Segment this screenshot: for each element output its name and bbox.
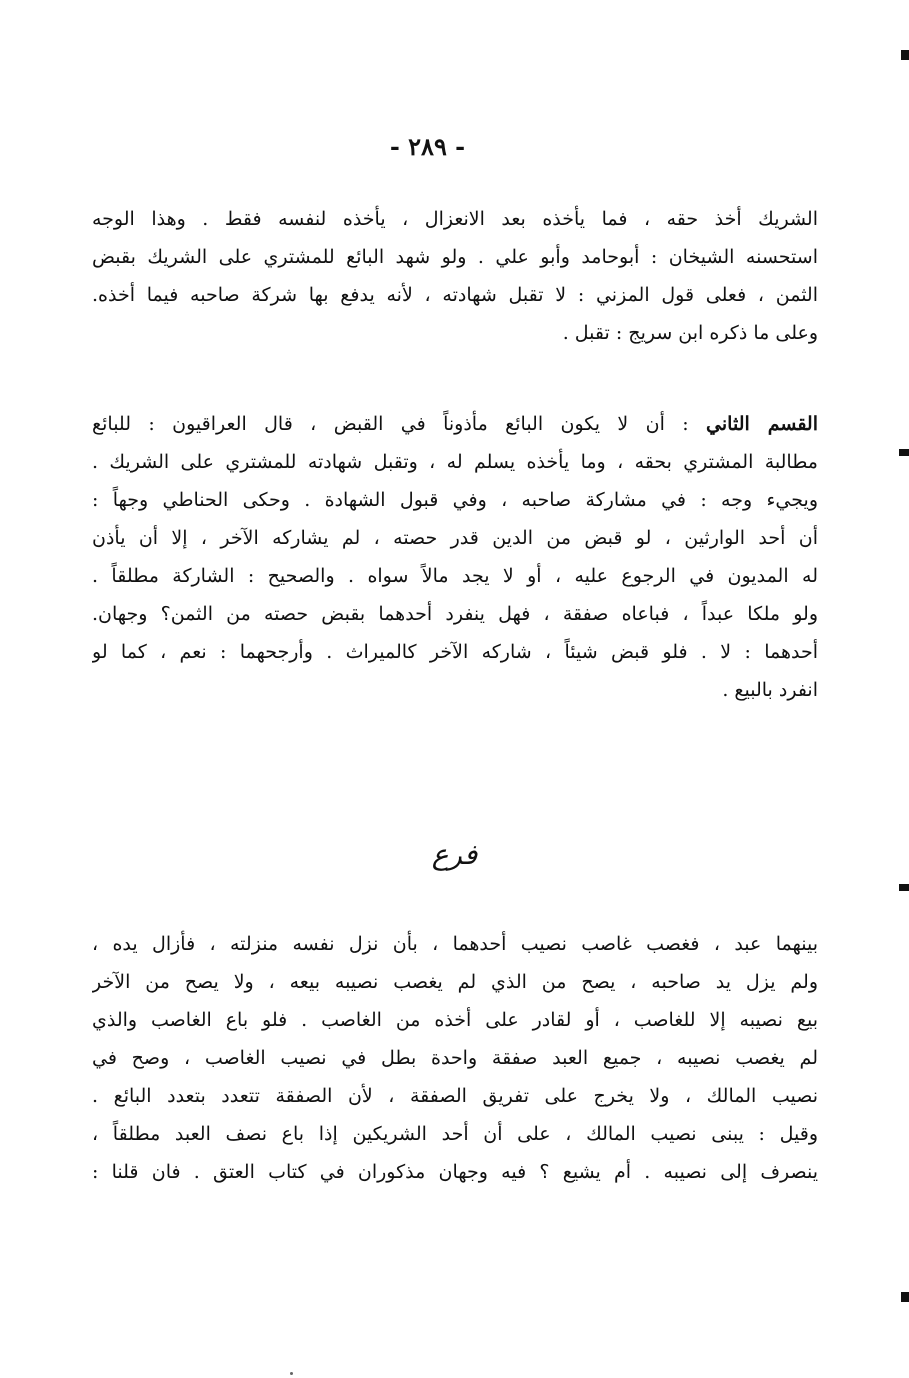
text-line: الثمن ، فعلى قول المزني : لا تقبل شهادته ، لأنه يدفع بها شركة صاحبه فيما أخذه. [92,284,818,306]
section-lead-label: القسم الثاني [706,413,818,435]
text-line: بيع نصيبه إلا للغاصب ، أو لقادر على أخذه من الغاصب . فلو باع الغاصب والذي [92,1009,818,1031]
paragraph-second-section [92,405,818,709]
paragraph-continuation [92,200,818,352]
text-line [92,405,818,443]
text-line: مطالبة المشتري بحقه ، وما يأخذه يسلم له ، وتقبل شهادته للمشتري على الشريك . [92,451,818,473]
text-line: ينصرف إلى نصيبه . أم يشيع ؟ فيه وجهان مذكوران في كتاب العتق . فان قلنا : [92,1161,818,1183]
margin-ink-mark [901,1292,909,1302]
section-heading: فرع [431,838,478,871]
text-line: استحسنه الشيخان : أبوحامد وأبو علي . ولو شهد البائع للمشتري على الشريك بقبض [92,246,818,268]
scan-speck [290,1372,293,1375]
text-line: أن أحد الوارثين ، لو قبض من الدين قدر حصته ، لم يشاركه الآخر ، إلا أن يأذن [92,527,818,549]
page-number: - ٢٨٩ - [389,132,466,161]
text-line: وعلى ما ذكره ابن سريج : تقبل . [562,322,818,344]
text-line: أحدهما : لا . فلو قبض شيئاً ، شاركه الآخر كالميراث . وأرجحهما : نعم ، كما لو [92,641,818,663]
text-line: وقيل : يبنى نصيب المالك ، على أن أحد الشريكين إذا باع نصف العبد مطلقاً ، [92,1123,818,1145]
margin-ink-mark [899,884,909,891]
text-line-rest: : أن لا يكون البائع مأذوناً في القبض ، قال العراقيون : للبائع [92,413,707,435]
margin-ink-mark [901,50,909,60]
text-line: الشريك أخذ حقه ، فما يأخذه بعد الانعزال ، يأخذه لنفسه فقط . وهذا الوجه [92,208,818,230]
text-line: بينهما عبد ، فغصب غاصب نصيب أحدهما ، بأن نزل نفسه منزلته ، فأزال يده ، [92,933,818,955]
margin-ink-mark [899,449,909,456]
text-line: نصيب المالك ، ولا يخرج على تفريق الصفقة ، لأن الصفقة تتعدد بتعدد البائع . [92,1085,818,1107]
text-line: ولم يزل يد صاحبه ، يصح من الذي لم يغصب نصيبه بيعه ، ولا يصح من الآخر [92,971,818,993]
text-line: ويجيء وجه : في مشاركة صاحبه ، وفي قبول الشهادة . وحكى الحناطي وجهاً : [92,489,818,511]
text-line: ولو ملكا عبداً ، فباعاه صفقة ، فهل ينفرد أحدهما بقبض حصته من الثمن؟ وجهان. [92,603,818,625]
text-line: انفرد بالبيع . [722,679,818,701]
text-line: لم يغصب نصيبه ، جميع العبد صفقة واحدة بطل في نصيب الغاصب ، وصح في [92,1047,818,1069]
text-line: له المديون في الرجوع عليه ، أو لا يجد مالاً سواه . والصحيح : الشاركة مطلقاً . [92,565,818,587]
paragraph-branch [92,925,818,1191]
